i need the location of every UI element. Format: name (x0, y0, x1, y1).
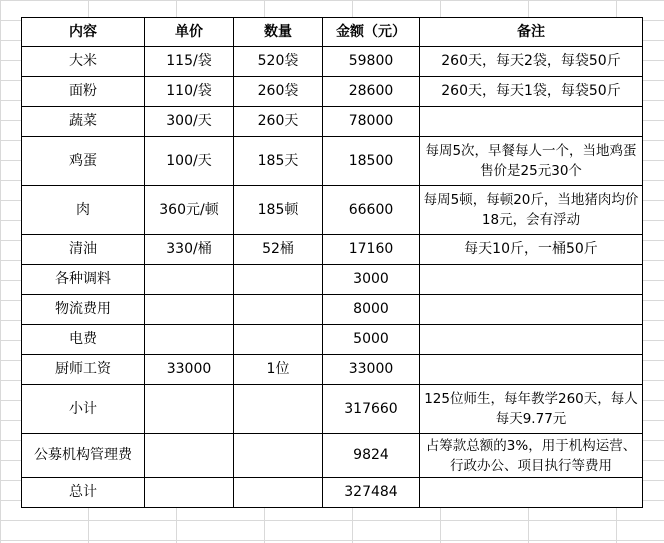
cell-remarks[interactable]: 每周5顿，每顿20斤，当地猪肉均价18元，会有浮动 (420, 186, 643, 235)
cell-item[interactable]: 蔬菜 (22, 107, 145, 137)
cell-remarks[interactable]: 125位师生，每年教学260天，每人每天9.77元 (420, 385, 643, 434)
cell-quantity[interactable] (234, 295, 323, 325)
header-quantity[interactable]: 数量 (234, 18, 323, 47)
table-row (22, 295, 643, 325)
cell-remarks[interactable]: 260天，每天2袋，每袋50斤 (420, 47, 643, 77)
cell-quantity[interactable] (234, 265, 323, 295)
cell-unit-price[interactable]: 300/天 (145, 107, 234, 137)
cell-unit-price[interactable]: 330/桶 (145, 235, 234, 265)
header-item[interactable]: 内容 (22, 18, 145, 47)
cell-remarks[interactable] (420, 325, 643, 355)
header-row (22, 18, 643, 47)
cell-amount[interactable]: 78000 (323, 107, 420, 137)
cell-remarks[interactable]: 260天，每天1袋，每袋50斤 (420, 77, 643, 107)
cell-quantity[interactable]: 185顿 (234, 186, 323, 235)
table-row (22, 137, 643, 186)
header-remarks[interactable]: 备注 (420, 18, 643, 47)
cell-item[interactable]: 面粉 (22, 77, 145, 107)
header-amount[interactable]: 金额（元） (323, 18, 420, 47)
cell-item[interactable]: 公募机构管理费 (22, 434, 145, 478)
cell-item[interactable]: 各种调料 (22, 265, 145, 295)
cell-quantity[interactable]: 1位 (234, 355, 323, 385)
cell-quantity[interactable]: 185天 (234, 137, 323, 186)
cell-unit-price[interactable]: 115/袋 (145, 47, 234, 77)
table-row (22, 434, 643, 478)
cell-quantity[interactable] (234, 478, 323, 508)
cell-item[interactable]: 大米 (22, 47, 145, 77)
cell-amount[interactable]: 3000 (323, 265, 420, 295)
table-row (22, 235, 643, 265)
cell-unit-price[interactable]: 100/天 (145, 137, 234, 186)
cell-amount[interactable]: 17160 (323, 235, 420, 265)
cell-unit-price[interactable] (145, 434, 234, 478)
cell-quantity[interactable] (234, 434, 323, 478)
cell-amount[interactable]: 9824 (323, 434, 420, 478)
cell-quantity[interactable]: 260天 (234, 107, 323, 137)
cell-item[interactable]: 小计 (22, 385, 145, 434)
cell-amount[interactable]: 317660 (323, 385, 420, 434)
table-row (22, 355, 643, 385)
cell-item[interactable]: 总计 (22, 478, 145, 508)
cell-item[interactable]: 鸡蛋 (22, 137, 145, 186)
cell-remarks[interactable] (420, 355, 643, 385)
cell-unit-price[interactable] (145, 265, 234, 295)
header-unit-price[interactable]: 单价 (145, 18, 234, 47)
budget-table (21, 17, 643, 508)
table-row (22, 325, 643, 355)
cell-unit-price[interactable] (145, 295, 234, 325)
cell-unit-price[interactable]: 110/袋 (145, 77, 234, 107)
cell-unit-price[interactable]: 360元/顿 (145, 186, 234, 235)
cell-amount[interactable]: 8000 (323, 295, 420, 325)
cell-amount[interactable]: 327484 (323, 478, 420, 508)
cell-remarks[interactable]: 占筹款总额的3%，用于机构运营、行政办公、项目执行等费用 (420, 434, 643, 478)
cell-remarks[interactable] (420, 478, 643, 508)
cell-quantity[interactable] (234, 325, 323, 355)
cell-amount[interactable]: 5000 (323, 325, 420, 355)
cell-quantity[interactable] (234, 385, 323, 434)
cell-amount[interactable]: 33000 (323, 355, 420, 385)
cell-amount[interactable]: 59800 (323, 47, 420, 77)
cell-quantity[interactable]: 260袋 (234, 77, 323, 107)
cell-amount[interactable]: 28600 (323, 77, 420, 107)
table-row (22, 265, 643, 295)
cell-remarks[interactable] (420, 107, 643, 137)
table-row (22, 385, 643, 434)
table-row (22, 478, 643, 508)
cell-unit-price[interactable]: 33000 (145, 355, 234, 385)
cell-item[interactable]: 电费 (22, 325, 145, 355)
cell-remarks[interactable]: 每天10斤，一桶50斤 (420, 235, 643, 265)
cell-unit-price[interactable] (145, 478, 234, 508)
cell-quantity[interactable]: 52桶 (234, 235, 323, 265)
table-row (22, 186, 643, 235)
cell-remarks[interactable] (420, 295, 643, 325)
cell-item[interactable]: 清油 (22, 235, 145, 265)
cell-item[interactable]: 物流费用 (22, 295, 145, 325)
cell-quantity[interactable]: 520袋 (234, 47, 323, 77)
table-row (22, 47, 643, 77)
cell-unit-price[interactable] (145, 385, 234, 434)
cell-unit-price[interactable] (145, 325, 234, 355)
cell-amount[interactable]: 66600 (323, 186, 420, 235)
cell-remarks[interactable]: 每周5次，早餐每人一个，当地鸡蛋售价是25元30个 (420, 137, 643, 186)
cell-item[interactable]: 厨师工资 (22, 355, 145, 385)
table-row (22, 77, 643, 107)
cell-remarks[interactable] (420, 265, 643, 295)
cell-amount[interactable]: 18500 (323, 137, 420, 186)
table-row (22, 107, 643, 137)
cell-item[interactable]: 肉 (22, 186, 145, 235)
